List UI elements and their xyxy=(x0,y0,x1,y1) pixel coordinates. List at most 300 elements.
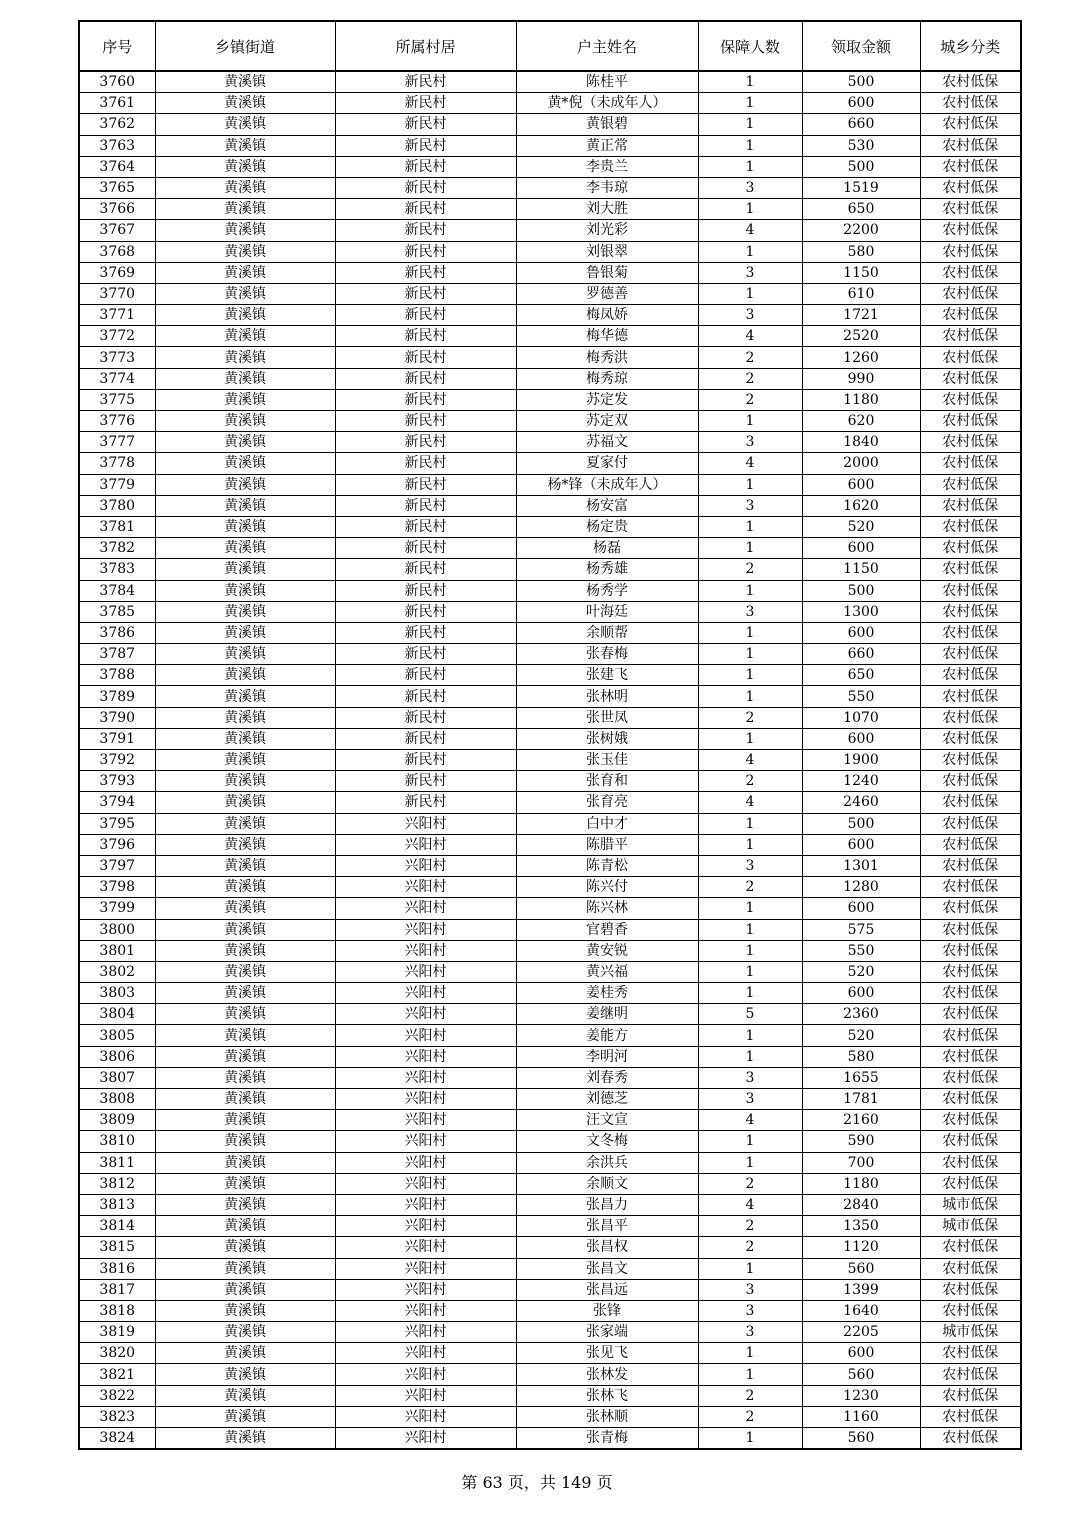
cell-town: 黄溪镇 xyxy=(155,283,335,304)
cell-village: 兴阳村 xyxy=(335,961,516,982)
cell-amount: 600 xyxy=(802,622,920,643)
table-row xyxy=(79,1067,1021,1088)
cell-town: 黄溪镇 xyxy=(155,411,335,432)
cell-persons: 2 xyxy=(698,1237,802,1258)
cell-category: 农村低保 xyxy=(920,93,1021,114)
cell-village: 新民村 xyxy=(335,707,516,728)
cell-householder: 张育和 xyxy=(516,771,698,792)
cell-amount: 2460 xyxy=(802,792,920,813)
cell-village: 兴阳村 xyxy=(335,813,516,834)
cell-category: 农村低保 xyxy=(920,1364,1021,1385)
cell-amount: 590 xyxy=(802,1131,920,1152)
cell-town: 黄溪镇 xyxy=(155,771,335,792)
cell-householder: 杨秀学 xyxy=(516,580,698,601)
cell-amount: 1900 xyxy=(802,750,920,771)
cell-village: 新民村 xyxy=(335,305,516,326)
cell-serial: 3763 xyxy=(79,135,155,156)
cell-serial: 3778 xyxy=(79,453,155,474)
cell-amount: 1620 xyxy=(802,495,920,516)
cell-village: 新民村 xyxy=(335,220,516,241)
cell-persons: 2 xyxy=(698,559,802,580)
cell-persons: 1 xyxy=(698,686,802,707)
cell-town: 黄溪镇 xyxy=(155,750,335,771)
cell-category: 农村低保 xyxy=(920,792,1021,813)
cell-amount: 660 xyxy=(802,114,920,135)
cell-category: 城市低保 xyxy=(920,1216,1021,1237)
cell-village: 兴阳村 xyxy=(335,1300,516,1321)
cell-householder: 黄安锐 xyxy=(516,940,698,961)
cell-town: 黄溪镇 xyxy=(155,1194,335,1215)
cell-town: 黄溪镇 xyxy=(155,474,335,495)
cell-town: 黄溪镇 xyxy=(155,1025,335,1046)
cell-town: 黄溪镇 xyxy=(155,156,335,177)
cell-category: 农村低保 xyxy=(920,368,1021,389)
cell-persons: 3 xyxy=(698,1279,802,1300)
cell-persons: 1 xyxy=(698,940,802,961)
cell-amount: 600 xyxy=(802,834,920,855)
cell-town: 黄溪镇 xyxy=(155,813,335,834)
cell-serial: 3784 xyxy=(79,580,155,601)
cell-householder: 陈兴林 xyxy=(516,898,698,919)
cell-category: 农村低保 xyxy=(920,961,1021,982)
cell-serial: 3800 xyxy=(79,919,155,940)
cell-amount: 2205 xyxy=(802,1322,920,1343)
cell-town: 黄溪镇 xyxy=(155,1110,335,1131)
cell-householder: 刘光彩 xyxy=(516,220,698,241)
cell-persons: 3 xyxy=(698,177,802,198)
cell-town: 黄溪镇 xyxy=(155,898,335,919)
cell-village: 兴阳村 xyxy=(335,1046,516,1067)
cell-category: 农村低保 xyxy=(920,855,1021,876)
cell-amount: 1721 xyxy=(802,305,920,326)
table-header-row xyxy=(79,21,1021,71)
cell-town: 黄溪镇 xyxy=(155,389,335,410)
table-row xyxy=(79,1046,1021,1067)
cell-amount: 2360 xyxy=(802,1004,920,1025)
cell-householder: 余顺文 xyxy=(516,1173,698,1194)
cell-category: 农村低保 xyxy=(920,262,1021,283)
cell-town: 黄溪镇 xyxy=(155,707,335,728)
cell-town: 黄溪镇 xyxy=(155,1046,335,1067)
cell-category: 农村低保 xyxy=(920,601,1021,622)
cell-amount: 2200 xyxy=(802,220,920,241)
cell-town: 黄溪镇 xyxy=(155,220,335,241)
cell-amount: 2160 xyxy=(802,1110,920,1131)
table-row xyxy=(79,771,1021,792)
cell-village: 新民村 xyxy=(335,432,516,453)
cell-amount: 530 xyxy=(802,135,920,156)
cell-householder: 张玉佳 xyxy=(516,750,698,771)
cell-town: 黄溪镇 xyxy=(155,1237,335,1258)
cell-serial: 3820 xyxy=(79,1343,155,1364)
cell-householder: 刘春秀 xyxy=(516,1067,698,1088)
cell-village: 兴阳村 xyxy=(335,1322,516,1343)
cell-serial: 3781 xyxy=(79,516,155,537)
cell-householder: 陈青松 xyxy=(516,855,698,876)
cell-amount: 575 xyxy=(802,919,920,940)
cell-householder: 张世凤 xyxy=(516,707,698,728)
cell-category: 农村低保 xyxy=(920,1004,1021,1025)
cell-serial: 3814 xyxy=(79,1216,155,1237)
cell-persons: 2 xyxy=(698,347,802,368)
table-row xyxy=(79,1194,1021,1215)
cell-town: 黄溪镇 xyxy=(155,516,335,537)
cell-category: 农村低保 xyxy=(920,1089,1021,1110)
cell-category: 农村低保 xyxy=(920,389,1021,410)
cell-town: 黄溪镇 xyxy=(155,559,335,580)
cell-householder: 张林发 xyxy=(516,1364,698,1385)
table-row xyxy=(79,898,1021,919)
cell-serial: 3777 xyxy=(79,432,155,453)
cell-persons: 1 xyxy=(698,728,802,749)
cell-town: 黄溪镇 xyxy=(155,199,335,220)
cell-householder: 张昌平 xyxy=(516,1216,698,1237)
cell-village: 兴阳村 xyxy=(335,940,516,961)
cell-amount: 600 xyxy=(802,898,920,919)
cell-village: 兴阳村 xyxy=(335,877,516,898)
cell-amount: 1840 xyxy=(802,432,920,453)
cell-persons: 2 xyxy=(698,771,802,792)
cell-householder: 梅凤娇 xyxy=(516,305,698,326)
cell-householder: 余顺帮 xyxy=(516,622,698,643)
cell-serial: 3792 xyxy=(79,750,155,771)
cell-category: 农村低保 xyxy=(920,728,1021,749)
cell-town: 黄溪镇 xyxy=(155,1152,335,1173)
cell-village: 新民村 xyxy=(335,538,516,559)
cell-serial: 3813 xyxy=(79,1194,155,1215)
cell-village: 新民村 xyxy=(335,665,516,686)
cell-category: 农村低保 xyxy=(920,707,1021,728)
table-row xyxy=(79,1004,1021,1025)
cell-persons: 4 xyxy=(698,1110,802,1131)
cell-town: 黄溪镇 xyxy=(155,622,335,643)
cell-persons: 1 xyxy=(698,1025,802,1046)
cell-persons: 1 xyxy=(698,919,802,940)
cell-serial: 3780 xyxy=(79,495,155,516)
cell-category: 农村低保 xyxy=(920,1173,1021,1194)
cell-serial: 3786 xyxy=(79,622,155,643)
cell-householder: 官碧香 xyxy=(516,919,698,940)
cell-householder: 叶海廷 xyxy=(516,601,698,622)
cell-amount: 1280 xyxy=(802,877,920,898)
cell-householder: 张林顺 xyxy=(516,1406,698,1427)
cell-category: 农村低保 xyxy=(920,1300,1021,1321)
cell-category: 农村低保 xyxy=(920,326,1021,347)
cell-town: 黄溪镇 xyxy=(155,326,335,347)
cell-serial: 3807 xyxy=(79,1067,155,1088)
table-row xyxy=(79,1152,1021,1173)
cell-amount: 1120 xyxy=(802,1237,920,1258)
cell-persons: 3 xyxy=(698,601,802,622)
cell-persons: 3 xyxy=(698,1067,802,1088)
cell-village: 新民村 xyxy=(335,347,516,368)
cell-town: 黄溪镇 xyxy=(155,432,335,453)
cell-amount: 600 xyxy=(802,93,920,114)
table-body xyxy=(79,71,1021,1449)
table-row xyxy=(79,707,1021,728)
cell-village: 新民村 xyxy=(335,453,516,474)
table-row xyxy=(79,1385,1021,1406)
table-row xyxy=(79,135,1021,156)
cell-category: 农村低保 xyxy=(920,1046,1021,1067)
cell-serial: 3804 xyxy=(79,1004,155,1025)
cell-householder: 刘大胜 xyxy=(516,199,698,220)
cell-householder: 苏定发 xyxy=(516,389,698,410)
cell-serial: 3782 xyxy=(79,538,155,559)
cell-village: 兴阳村 xyxy=(335,1216,516,1237)
cell-category: 农村低保 xyxy=(920,220,1021,241)
cell-town: 黄溪镇 xyxy=(155,601,335,622)
cell-category: 农村低保 xyxy=(920,580,1021,601)
cell-village: 新民村 xyxy=(335,241,516,262)
cell-village: 新民村 xyxy=(335,135,516,156)
header-village: 所属村居 xyxy=(335,21,516,71)
cell-amount: 500 xyxy=(802,156,920,177)
cell-householder: 苏福文 xyxy=(516,432,698,453)
cell-householder: 黄银碧 xyxy=(516,114,698,135)
cell-category: 农村低保 xyxy=(920,1406,1021,1427)
cell-persons: 1 xyxy=(698,135,802,156)
header-serial: 序号 xyxy=(79,21,155,71)
cell-serial: 3774 xyxy=(79,368,155,389)
cell-village: 兴阳村 xyxy=(335,1258,516,1279)
table-row xyxy=(79,750,1021,771)
cell-village: 兴阳村 xyxy=(335,898,516,919)
cell-householder: 黄*倪（未成年人） xyxy=(516,93,698,114)
cell-village: 新民村 xyxy=(335,326,516,347)
cell-amount: 1240 xyxy=(802,771,920,792)
cell-persons: 1 xyxy=(698,622,802,643)
cell-town: 黄溪镇 xyxy=(155,347,335,368)
cell-town: 黄溪镇 xyxy=(155,262,335,283)
cell-town: 黄溪镇 xyxy=(155,495,335,516)
cell-persons: 1 xyxy=(698,665,802,686)
table-row xyxy=(79,1364,1021,1385)
cell-persons: 3 xyxy=(698,855,802,876)
table-row xyxy=(79,622,1021,643)
cell-amount: 520 xyxy=(802,516,920,537)
cell-persons: 1 xyxy=(698,199,802,220)
header-persons: 保障人数 xyxy=(698,21,802,71)
cell-serial: 3762 xyxy=(79,114,155,135)
cell-householder: 张建飞 xyxy=(516,665,698,686)
cell-category: 农村低保 xyxy=(920,516,1021,537)
cell-persons: 1 xyxy=(698,1258,802,1279)
cell-category: 农村低保 xyxy=(920,1025,1021,1046)
cell-serial: 3794 xyxy=(79,792,155,813)
cell-householder: 张林明 xyxy=(516,686,698,707)
cell-category: 农村低保 xyxy=(920,156,1021,177)
table-row xyxy=(79,1406,1021,1427)
table-row xyxy=(79,241,1021,262)
cell-village: 新民村 xyxy=(335,262,516,283)
cell-town: 黄溪镇 xyxy=(155,1322,335,1343)
cell-village: 新民村 xyxy=(335,114,516,135)
cell-village: 新民村 xyxy=(335,644,516,665)
cell-category: 农村低保 xyxy=(920,559,1021,580)
cell-village: 新民村 xyxy=(335,516,516,537)
cell-householder: 姜桂秀 xyxy=(516,983,698,1004)
header-householder: 户主姓名 xyxy=(516,21,698,71)
cell-serial: 3795 xyxy=(79,813,155,834)
table-row xyxy=(79,813,1021,834)
table-row xyxy=(79,686,1021,707)
cell-serial: 3819 xyxy=(79,1322,155,1343)
cell-town: 黄溪镇 xyxy=(155,1364,335,1385)
cell-town: 黄溪镇 xyxy=(155,1216,335,1237)
cell-householder: 姜继明 xyxy=(516,1004,698,1025)
table-row xyxy=(79,961,1021,982)
cell-householder: 陈兴付 xyxy=(516,877,698,898)
cell-amount: 600 xyxy=(802,474,920,495)
table-row xyxy=(79,474,1021,495)
table-row xyxy=(79,114,1021,135)
cell-village: 新民村 xyxy=(335,601,516,622)
cell-householder: 鲁银菊 xyxy=(516,262,698,283)
cell-town: 黄溪镇 xyxy=(155,961,335,982)
cell-persons: 2 xyxy=(698,1406,802,1427)
cell-category: 农村低保 xyxy=(920,1279,1021,1300)
cell-persons: 1 xyxy=(698,983,802,1004)
cell-serial: 3810 xyxy=(79,1131,155,1152)
cell-town: 黄溪镇 xyxy=(155,1173,335,1194)
cell-village: 兴阳村 xyxy=(335,1067,516,1088)
cell-village: 兴阳村 xyxy=(335,1173,516,1194)
cell-village: 兴阳村 xyxy=(335,1364,516,1385)
cell-householder: 刘银翠 xyxy=(516,241,698,262)
cell-serial: 3802 xyxy=(79,961,155,982)
cell-serial: 3775 xyxy=(79,389,155,410)
cell-serial: 3816 xyxy=(79,1258,155,1279)
cell-householder: 姜能方 xyxy=(516,1025,698,1046)
cell-village: 兴阳村 xyxy=(335,1385,516,1406)
cell-category: 农村低保 xyxy=(920,1131,1021,1152)
cell-town: 黄溪镇 xyxy=(155,305,335,326)
cell-householder: 张昌力 xyxy=(516,1194,698,1215)
cell-town: 黄溪镇 xyxy=(155,792,335,813)
cell-category: 农村低保 xyxy=(920,453,1021,474)
cell-serial: 3809 xyxy=(79,1110,155,1131)
cell-amount: 600 xyxy=(802,728,920,749)
cell-village: 新民村 xyxy=(335,368,516,389)
table-row xyxy=(79,177,1021,198)
cell-town: 黄溪镇 xyxy=(155,940,335,961)
cell-persons: 1 xyxy=(698,71,802,93)
table-row xyxy=(79,1322,1021,1343)
table-row xyxy=(79,728,1021,749)
cell-village: 兴阳村 xyxy=(335,1004,516,1025)
table-row xyxy=(79,220,1021,241)
cell-town: 黄溪镇 xyxy=(155,919,335,940)
cell-amount: 990 xyxy=(802,368,920,389)
cell-householder: 张昌文 xyxy=(516,1258,698,1279)
cell-category: 农村低保 xyxy=(920,1385,1021,1406)
cell-town: 黄溪镇 xyxy=(155,114,335,135)
cell-householder: 杨秀雄 xyxy=(516,559,698,580)
header-category: 城乡分类 xyxy=(920,21,1021,71)
cell-town: 黄溪镇 xyxy=(155,1428,335,1450)
cell-amount: 620 xyxy=(802,411,920,432)
cell-village: 新民村 xyxy=(335,771,516,792)
cell-category: 农村低保 xyxy=(920,305,1021,326)
cell-serial: 3821 xyxy=(79,1364,155,1385)
table-row xyxy=(79,1343,1021,1364)
cell-category: 农村低保 xyxy=(920,283,1021,304)
cell-village: 新民村 xyxy=(335,580,516,601)
cell-town: 黄溪镇 xyxy=(155,1343,335,1364)
cell-village: 兴阳村 xyxy=(335,1131,516,1152)
cell-amount: 560 xyxy=(802,1428,920,1450)
table-row xyxy=(79,1216,1021,1237)
cell-village: 新民村 xyxy=(335,389,516,410)
cell-amount: 650 xyxy=(802,199,920,220)
cell-persons: 3 xyxy=(698,432,802,453)
cell-amount: 2000 xyxy=(802,453,920,474)
cell-town: 黄溪镇 xyxy=(155,1131,335,1152)
cell-village: 兴阳村 xyxy=(335,983,516,1004)
cell-category: 农村低保 xyxy=(920,411,1021,432)
cell-householder: 杨*锋（未成年人） xyxy=(516,474,698,495)
cell-category: 农村低保 xyxy=(920,71,1021,93)
table-row xyxy=(79,877,1021,898)
cell-serial: 3789 xyxy=(79,686,155,707)
table-row xyxy=(79,71,1021,93)
cell-amount: 600 xyxy=(802,538,920,559)
cell-town: 黄溪镇 xyxy=(155,135,335,156)
cell-householder: 余洪兵 xyxy=(516,1152,698,1173)
table-row xyxy=(79,1110,1021,1131)
cell-persons: 3 xyxy=(698,1322,802,1343)
cell-serial: 3788 xyxy=(79,665,155,686)
cell-amount: 560 xyxy=(802,1364,920,1385)
cell-serial: 3793 xyxy=(79,771,155,792)
cell-amount: 1180 xyxy=(802,1173,920,1194)
cell-householder: 梅秀琼 xyxy=(516,368,698,389)
cell-amount: 580 xyxy=(802,1046,920,1067)
cell-amount: 1781 xyxy=(802,1089,920,1110)
table-row xyxy=(79,411,1021,432)
cell-serial: 3771 xyxy=(79,305,155,326)
cell-persons: 3 xyxy=(698,1089,802,1110)
cell-category: 农村低保 xyxy=(920,665,1021,686)
cell-category: 农村低保 xyxy=(920,644,1021,665)
cell-town: 黄溪镇 xyxy=(155,686,335,707)
table-row xyxy=(79,580,1021,601)
table-row xyxy=(79,199,1021,220)
cell-persons: 1 xyxy=(698,898,802,919)
cell-persons: 3 xyxy=(698,262,802,283)
cell-householder: 杨定贵 xyxy=(516,516,698,537)
cell-householder: 黄正常 xyxy=(516,135,698,156)
cell-village: 兴阳村 xyxy=(335,1110,516,1131)
cell-persons: 1 xyxy=(698,644,802,665)
cell-village: 兴阳村 xyxy=(335,1406,516,1427)
cell-village: 新民村 xyxy=(335,474,516,495)
cell-amount: 600 xyxy=(802,983,920,1004)
table-row xyxy=(79,389,1021,410)
cell-village: 兴阳村 xyxy=(335,1237,516,1258)
cell-householder: 张昌权 xyxy=(516,1237,698,1258)
cell-serial: 3823 xyxy=(79,1406,155,1427)
table-row xyxy=(79,1131,1021,1152)
cell-persons: 1 xyxy=(698,114,802,135)
cell-town: 黄溪镇 xyxy=(155,1258,335,1279)
cell-serial: 3808 xyxy=(79,1089,155,1110)
cell-category: 农村低保 xyxy=(920,199,1021,220)
cell-town: 黄溪镇 xyxy=(155,1406,335,1427)
cell-serial: 3818 xyxy=(79,1300,155,1321)
cell-persons: 1 xyxy=(698,283,802,304)
